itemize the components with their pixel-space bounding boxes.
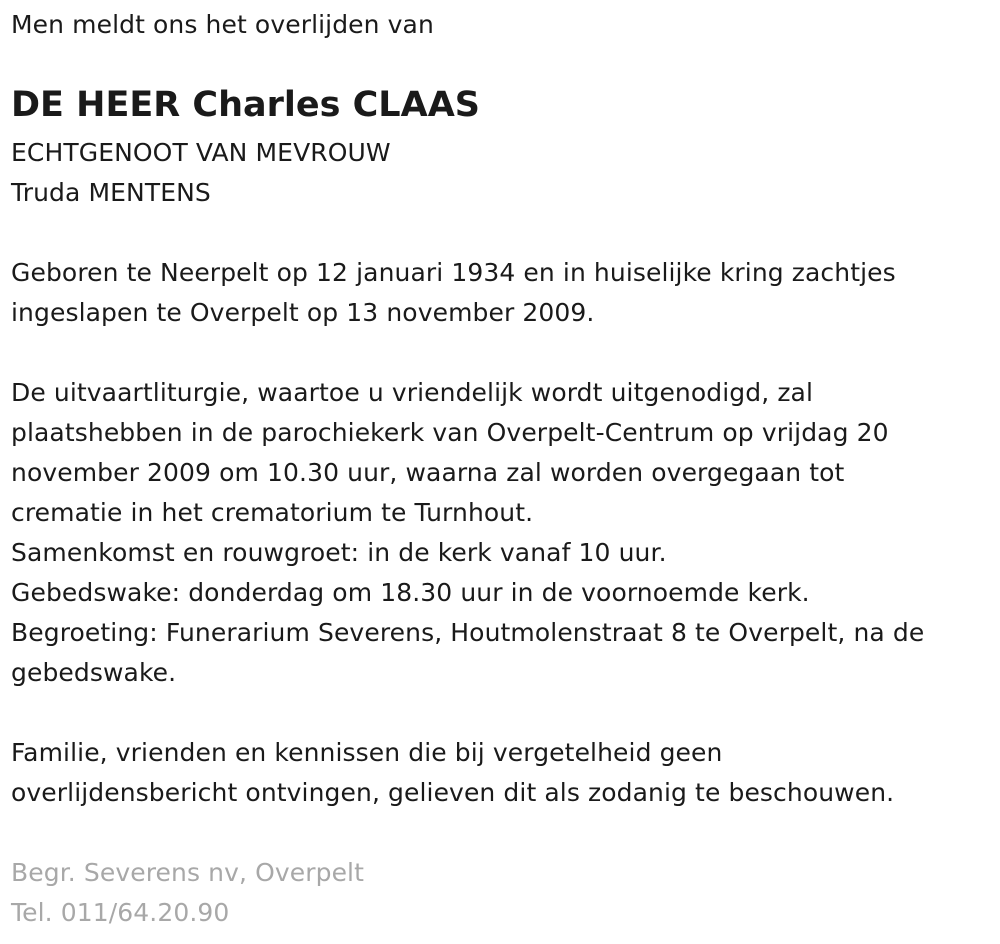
spouse-line-2: Truda MENTENS [11, 178, 211, 207]
text-line: Familie, vrienden en kennissen die bij vergetelheid geen [11, 738, 723, 767]
funeral-home-name: Begr. Severens nv, Overpelt [11, 858, 364, 887]
funeral-home-phone: Tel. 011/64.20.90 [11, 898, 230, 927]
text-line: Begroeting: Funerarium Severens, Houtmolenstraat 8 te Overpelt, na de [11, 618, 925, 647]
text-line: gebedswake. [11, 658, 177, 687]
text-line: Gebedswake: donderdag om 18.30 uur in de voornoemde kerk. [11, 578, 810, 607]
text-line: ingeslapen te Overpelt op 13 november 2009. [11, 298, 595, 327]
family-note-paragraph [11, 733, 894, 813]
text-line: De uitvaartliturgie, waartoe u vriendelijk wordt uitgenodigd, zal [11, 378, 814, 407]
birth-death-paragraph [11, 253, 896, 333]
text-line: november 2009 om 10.30 uur, waarna zal worden overgegaan tot [11, 458, 845, 487]
text-line: Geboren te Neerpelt op 12 januari 1934 en in huiselijke kring zachtjes [11, 258, 896, 287]
funeral-paragraph [11, 373, 924, 693]
text-line: crematie in het crematorium te Turnhout. [11, 498, 534, 527]
text-line: Samenkomst en rouwgroet: in de kerk vanaf 10 uur. [11, 538, 667, 567]
text-line: overlijdensbericht ontvingen, gelieven dit als zodanig te beschouwen. [11, 778, 895, 807]
funeral-home-footer [11, 853, 364, 933]
spouse-block [11, 133, 391, 213]
deceased-name: DE HEER Charles CLAAS [11, 85, 480, 125]
text-line: plaatshebben in de parochiekerk van Overpelt-Centrum op vrijdag 20 [11, 418, 889, 447]
intro-line: Men meldt ons het overlijden van [11, 10, 434, 39]
spouse-line-1: ECHTGENOOT VAN MEVROUW [11, 138, 391, 167]
